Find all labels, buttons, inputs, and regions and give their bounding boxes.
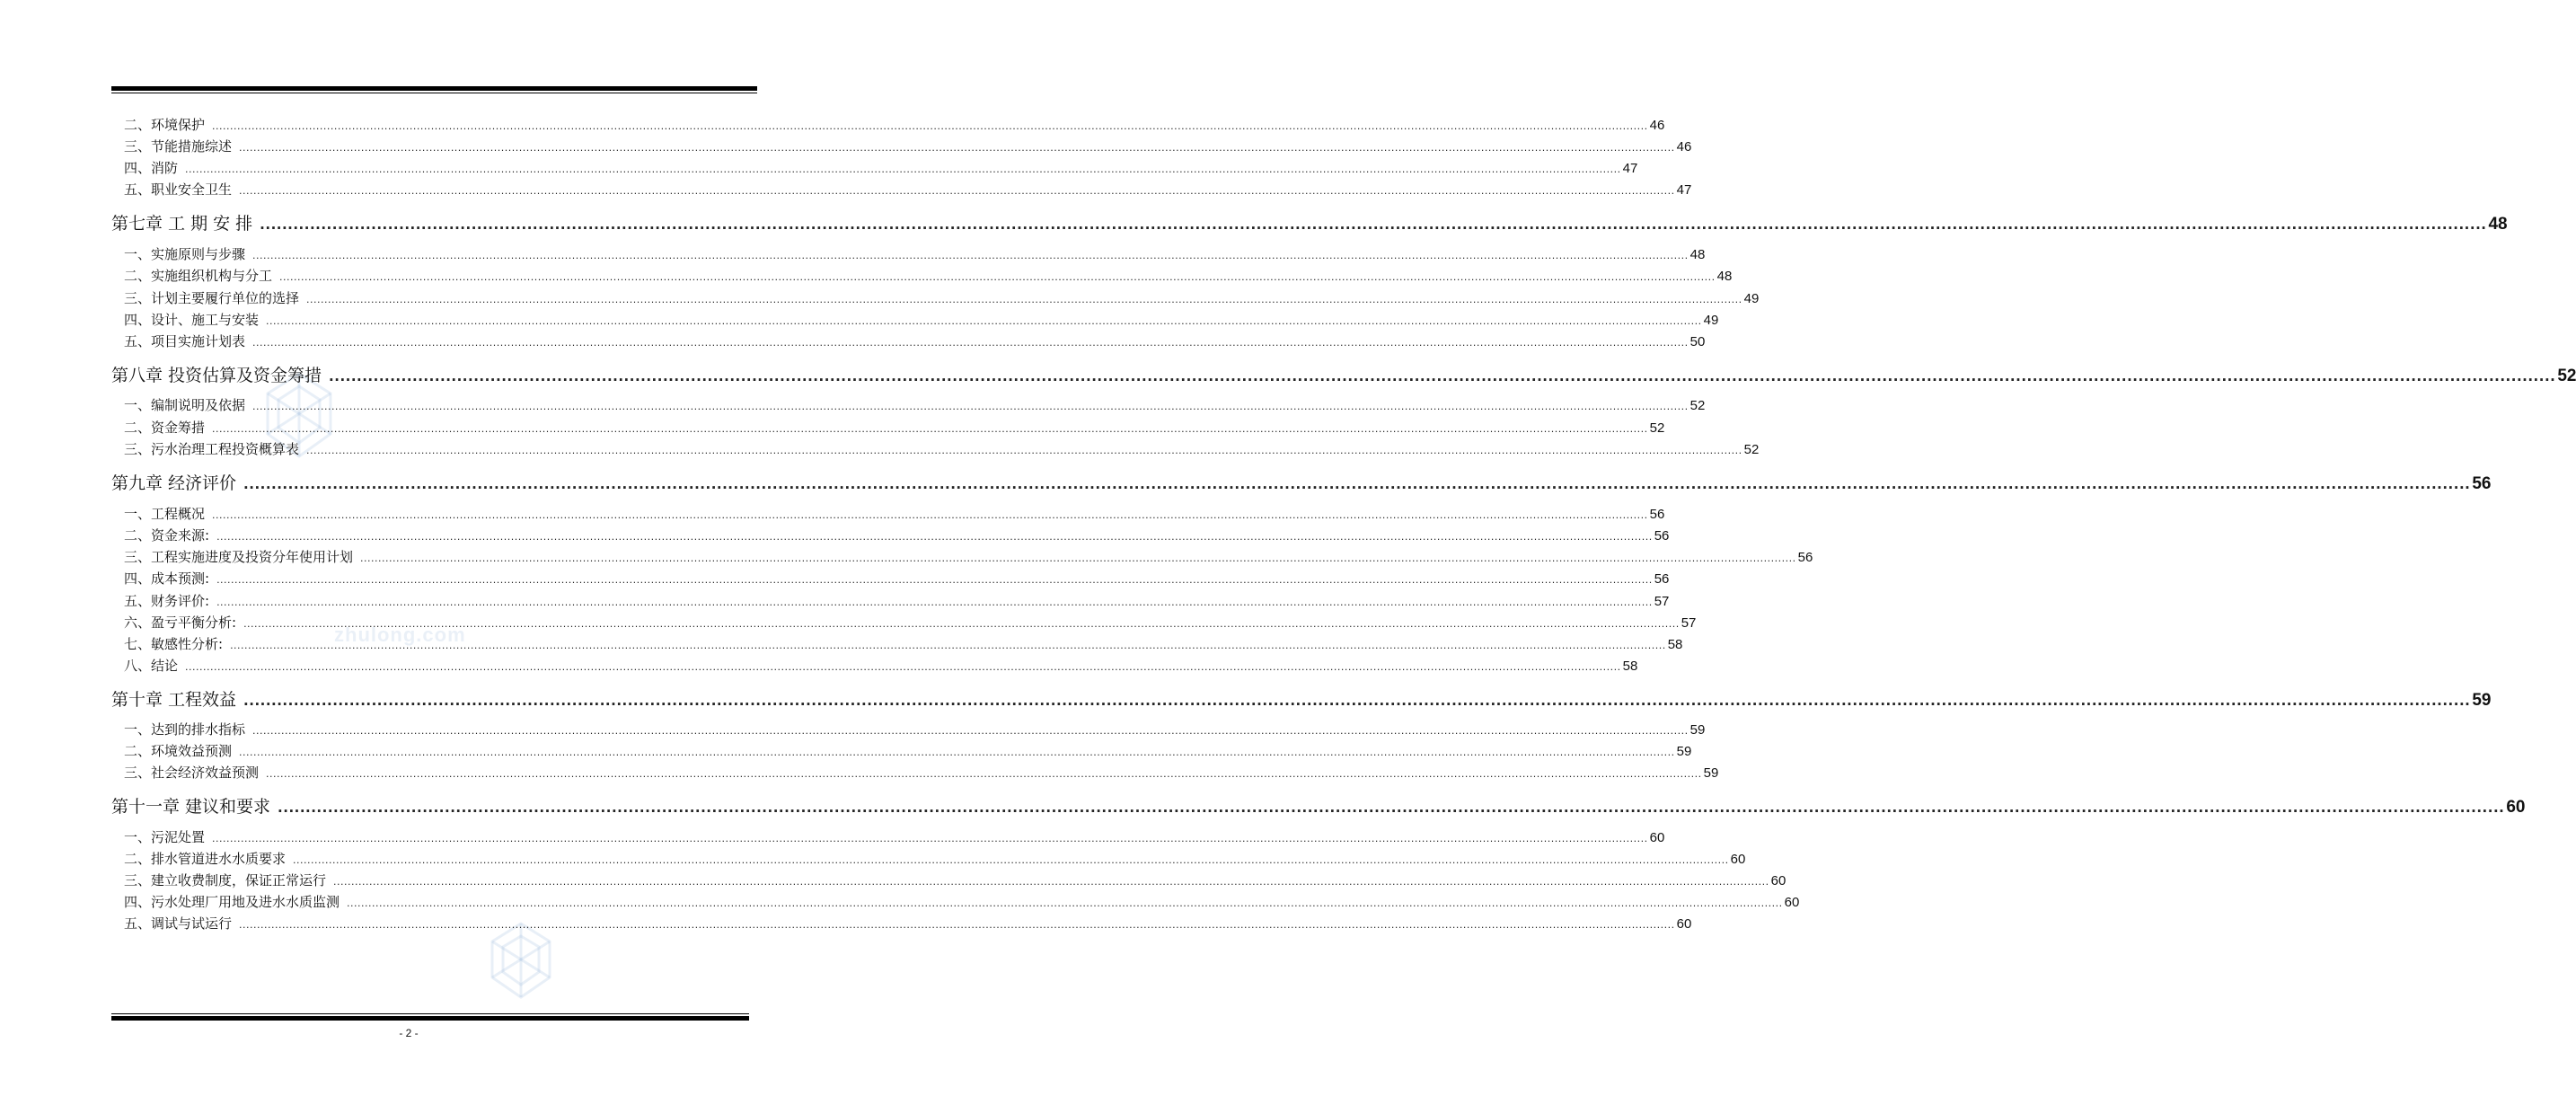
toc-section-entry[interactable] <box>111 332 1706 350</box>
toc-section-entry[interactable] <box>111 418 1665 437</box>
toc-entry-title: 四、成本预测: <box>124 570 210 587</box>
toc-entry-title: 八、结论 <box>124 658 179 674</box>
toc-page-number: 52 <box>1743 442 1760 457</box>
toc-dot-leader: ................................................................................................................................................................................................................................................................................................................................................................................................................ <box>243 693 2471 709</box>
watermark-text: zhulong.com <box>334 623 466 646</box>
toc-entry-title: 第八章 投资估算及资金筹措 <box>111 366 322 385</box>
toc-entry-title: 二、环境保护 <box>124 117 206 133</box>
toc-page-number: 47 <box>1622 161 1638 176</box>
toc-page-number: 59 <box>1676 744 1692 759</box>
toc-section-entry[interactable] <box>111 395 1706 414</box>
page-number: - 2 - <box>399 1027 419 1039</box>
toc-page-number: 50 <box>1689 334 1706 349</box>
toc-entry-title: 第十一章 建议和要求 <box>111 797 271 817</box>
toc-entry-title: 二、排水管道进水水质要求 <box>124 851 287 867</box>
toc-section-entry[interactable] <box>111 741 1692 760</box>
toc-page-number: 60 <box>1770 873 1786 888</box>
toc-entry-title: 一、工程概况 <box>124 506 206 522</box>
toc-dot-leader: ................................................................................................................................................................................................................................................................................................................................................................................................................ <box>266 768 1702 780</box>
toc-dot-leader: ................................................................................................................................................................................................................................................................................................................................................................................................................ <box>239 185 1675 197</box>
toc-chapter-entry[interactable] <box>111 686 2492 711</box>
toc-page-number: 56 <box>1654 528 1670 544</box>
toc-dot-leader: ................................................................................................................................................................................................................................................................................................................................................................................................................ <box>278 800 2505 816</box>
toc-page-number: 46 <box>1676 139 1692 155</box>
toc-dot-leader: ................................................................................................................................................................................................................................................................................................................................................................................................................ <box>306 294 1742 305</box>
toc-dot-leader: ................................................................................................................................................................................................................................................................................................................................................................................................................ <box>212 423 1648 435</box>
toc-dot-leader: ................................................................................................................................................................................................................................................................................................................................................................................................................ <box>230 640 1666 651</box>
toc-entry-title: 三、计划主要履行单位的选择 <box>124 290 300 306</box>
toc-section-entry[interactable] <box>111 827 1665 846</box>
toc-section-entry[interactable] <box>111 613 1697 632</box>
toc-dot-leader: ................................................................................................................................................................................................................................................................................................................................................................................................................ <box>306 445 1742 456</box>
footer-rule <box>111 1013 749 1021</box>
toc-dot-leader: ................................................................................................................................................................................................................................................................................................................................................................................................................ <box>185 661 1621 673</box>
toc-dot-leader: ................................................................................................................................................................................................................................................................................................................................................................................................................ <box>216 574 1653 586</box>
toc-page-number: 56 <box>1654 571 1670 587</box>
toc-dot-leader: ................................................................................................................................................................................................................................................................................................................................................................................................................ <box>243 618 1680 630</box>
toc-page-number: 48 <box>1689 247 1706 262</box>
toc-entry-title: 一、污泥处置 <box>124 829 206 845</box>
toc-entry-title: 第九章 经济评价 <box>111 473 237 493</box>
toc-section-entry[interactable] <box>111 591 1670 610</box>
toc-page-number: 46 <box>1649 118 1665 133</box>
toc-dot-leader: ................................................................................................................................................................................................................................................................................................................................................................................................................ <box>293 854 1729 866</box>
toc-dot-leader: ................................................................................................................................................................................................................................................................................................................................................................................................................ <box>212 120 1648 132</box>
toc-section-entry[interactable] <box>111 763 1719 782</box>
toc-section-entry[interactable] <box>111 266 1733 285</box>
toc-dot-leader: ................................................................................................................................................................................................................................................................................................................................................................................................................ <box>329 368 2556 385</box>
toc-entry-title: 六、盈亏平衡分析: <box>124 614 237 631</box>
toc-page-number: 60 <box>1649 830 1665 845</box>
toc-page-number: 56 <box>2472 474 2492 493</box>
toc-page-number: 49 <box>1703 313 1719 328</box>
toc-chapter-entry[interactable] <box>111 362 2576 386</box>
toc-dot-leader: ................................................................................................................................................................................................................................................................................................................................................................................................................ <box>252 401 1689 412</box>
toc-section-entry[interactable] <box>111 720 1706 738</box>
toc-dot-leader: ................................................................................................................................................................................................................................................................................................................................................................................................................ <box>266 315 1702 327</box>
toc-entry-title: 二、环境效益预测 <box>124 743 233 759</box>
toc-page-number: 57 <box>1654 594 1670 609</box>
toc-entry-title: 五、调试与试运行 <box>124 915 233 932</box>
toc-entry-title: 七、敏感性分析: <box>124 636 224 652</box>
toc-page-number: 52 <box>1649 420 1665 436</box>
toc-entry-title: 一、实施原则与步骤 <box>124 246 246 262</box>
toc-section-entry[interactable] <box>111 656 1638 675</box>
toc-entry-title: 四、污水处理厂用地及进水水质监测 <box>124 894 340 910</box>
toc-section-entry[interactable] <box>111 137 1692 155</box>
toc-dot-leader: ................................................................................................................................................................................................................................................................................................................................................................................................................ <box>239 919 1675 931</box>
toc-page-number: 59 <box>1703 765 1719 781</box>
toc-section-entry[interactable] <box>111 914 1692 933</box>
toc-section-entry[interactable] <box>111 849 1746 868</box>
toc-entry-title: 五、职业安全卫生 <box>124 181 233 198</box>
toc-entry-title: 二、资金筹措 <box>124 420 206 436</box>
toc-page-number: 59 <box>2472 691 2492 710</box>
toc-section-entry[interactable] <box>111 288 1760 307</box>
header-rule <box>111 86 757 95</box>
toc-entry-title: 二、资金来源: <box>124 527 210 544</box>
toc-dot-leader: ................................................................................................................................................................................................................................................................................................................................................................................................................ <box>239 142 1675 154</box>
toc-section-entry[interactable] <box>111 244 1706 263</box>
toc-page-number: 48 <box>1716 269 1733 284</box>
toc-section-entry[interactable] <box>111 158 1638 177</box>
toc-entry-title: 第七章 工 期 安 排 <box>111 214 253 234</box>
toc-chapter-entry[interactable] <box>111 470 2492 494</box>
toc-dot-leader: ................................................................................................................................................................................................................................................................................................................................................................................................................ <box>279 271 1716 283</box>
toc-dot-leader: ................................................................................................................................................................................................................................................................................................................................................................................................................ <box>185 164 1621 175</box>
toc-dot-leader: ................................................................................................................................................................................................................................................................................................................................................................................................................ <box>252 725 1689 737</box>
toc-entry-title: 三、社会经济效益预测 <box>124 765 260 781</box>
toc-dot-leader: ................................................................................................................................................................................................................................................................................................................................................................................................................ <box>252 250 1689 261</box>
toc-chapter-entry[interactable] <box>111 210 2508 234</box>
toc-page-number: 58 <box>1622 659 1638 674</box>
toc-dot-leader: ................................................................................................................................................................................................................................................................................................................................................................................................................ <box>347 897 1783 909</box>
toc-page-number: 60 <box>1730 852 1746 867</box>
toc-section-entry[interactable] <box>111 634 1683 653</box>
toc-entry-title: 三、工程实施进度及投资分年使用计划 <box>124 549 354 565</box>
toc-section-entry[interactable] <box>111 526 1670 544</box>
toc-section-entry[interactable] <box>111 504 1665 523</box>
toc-dot-leader: ................................................................................................................................................................................................................................................................................................................................................................................................................ <box>252 337 1689 349</box>
toc-dot-leader: ................................................................................................................................................................................................................................................................................................................................................................................................................ <box>333 876 1769 888</box>
toc-dot-leader: ................................................................................................................................................................................................................................................................................................................................................................................................................ <box>212 509 1648 521</box>
toc-section-entry[interactable] <box>111 892 1800 911</box>
toc-page-number: 48 <box>2488 215 2508 234</box>
toc-dot-leader: ................................................................................................................................................................................................................................................................................................................................................................................................................ <box>360 552 1796 564</box>
toc-entry-title: 一、编制说明及依据 <box>124 397 246 413</box>
toc-chapter-entry[interactable] <box>111 793 2526 818</box>
toc-dot-leader: ................................................................................................................................................................................................................................................................................................................................................................................................................ <box>260 217 2487 233</box>
toc-section-entry[interactable] <box>111 547 1813 566</box>
toc-section-entry[interactable] <box>111 439 1760 458</box>
toc-section-entry[interactable] <box>111 569 1670 588</box>
toc-entry-title: 第十章 工程效益 <box>111 690 237 710</box>
toc-page-number: 60 <box>1676 916 1692 932</box>
toc-entry-title: 三、节能措施综述 <box>124 138 233 155</box>
toc-entry-title: 四、设计、施工与安装 <box>124 312 260 328</box>
toc-page-number: 47 <box>1676 182 1692 198</box>
toc-section-entry[interactable] <box>111 871 1786 889</box>
toc-entry-title: 三、建立收费制度，保证正常运行 <box>124 872 327 888</box>
toc-dot-leader: ................................................................................................................................................................................................................................................................................................................................................................................................................ <box>212 833 1648 844</box>
toc-section-entry[interactable] <box>111 180 1692 199</box>
toc-section-entry[interactable] <box>111 310 1719 329</box>
toc-entry-title: 五、项目实施计划表 <box>124 333 246 349</box>
toc-dot-leader: ................................................................................................................................................................................................................................................................................................................................................................................................................ <box>216 531 1653 543</box>
toc-entry-title: 五、财务评价: <box>124 593 210 609</box>
toc-page-number: 57 <box>1681 615 1697 631</box>
toc-page-number: 52 <box>1689 398 1706 413</box>
toc-page-number: 60 <box>2506 798 2526 817</box>
toc-page-number: 59 <box>1689 722 1706 738</box>
toc-page-number: 52 <box>2557 367 2576 385</box>
toc-entry-title: 三、污水治理工程投资概算表 <box>124 441 300 457</box>
toc-page-number: 56 <box>1797 550 1813 565</box>
toc-entry-title: 一、达到的排水指标 <box>124 721 246 738</box>
toc-dot-leader: ................................................................................................................................................................................................................................................................................................................................................................................................................ <box>243 476 2471 492</box>
toc-page-number: 60 <box>1784 895 1800 910</box>
toc-entry-title: 四、消防 <box>124 160 179 176</box>
toc-page-number: 49 <box>1743 291 1760 306</box>
toc-dot-leader: ................................................................................................................................................................................................................................................................................................................................................................................................................ <box>239 747 1675 758</box>
toc-page-number: 56 <box>1649 507 1665 522</box>
toc-section-entry[interactable] <box>111 115 1665 134</box>
toc-page-number: 58 <box>1667 637 1683 652</box>
toc-dot-leader: ................................................................................................................................................................................................................................................................................................................................................................................................................ <box>216 597 1653 608</box>
toc-entry-title: 二、实施组织机构与分工 <box>124 268 273 284</box>
